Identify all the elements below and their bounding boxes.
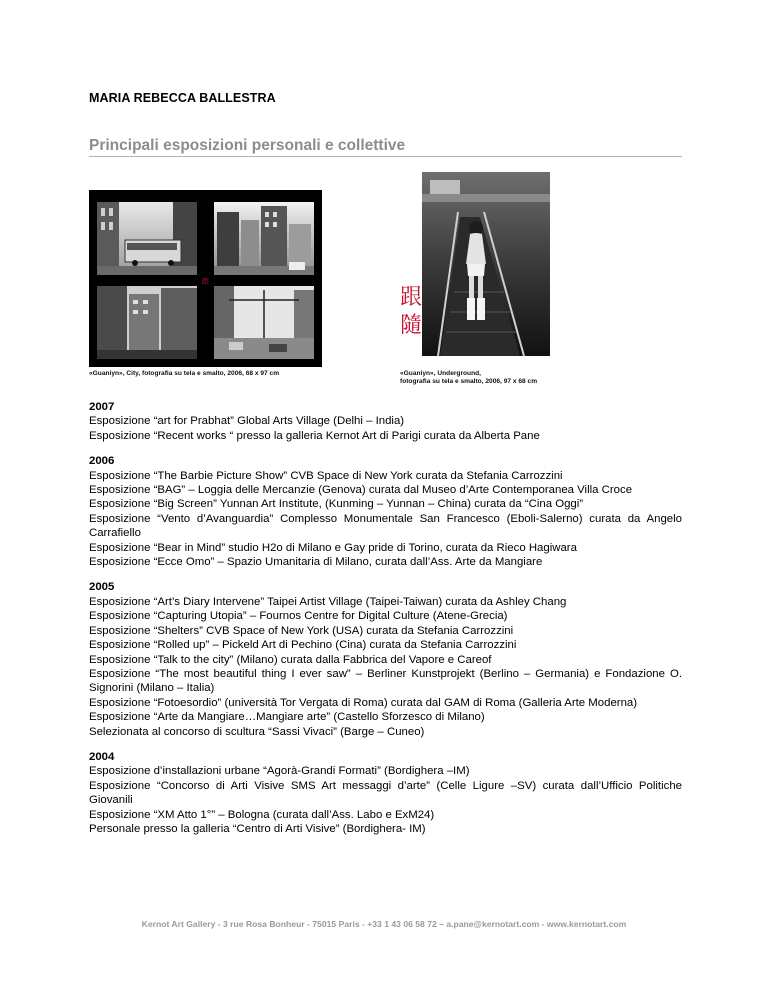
city-photo-bus [97,202,197,275]
exhibition-entry: Personale presso la galleria “Centro di Arti Visive” (Bordighera- IM) [89,822,426,835]
exhibition-entry: Esposizione “The Barbie Picture Show” CVB Space di New York curata da Stefania Carrozzini [89,469,563,482]
year-block-2005 [89,580,682,738]
year-heading: 2005 [89,581,115,594]
exhibition-entry: Esposizione “Ecce Omo” – Spazio Umanitaria di Milano, curata dall’Ass. Arte da Mangiare [89,556,543,569]
svg-text:跟: 跟 [400,285,423,310]
year-heading: 2007 [89,401,115,413]
exhibition-entry: Esposizione d’installazioni urbane “Agorà-Grandi Formati” (Bordighera –IM) [89,765,470,778]
red-calligraphy-mark [400,285,422,338]
exhibition-entry: Esposizione “Rolled up” – Pickeld Art di Pechino (Cina) curata da Stefania Carrozzini [89,639,517,652]
city-photo-buildings [214,202,314,275]
svg-text:隨: 隨 [400,313,423,338]
exhibition-entry: Esposizione “Bear in Mind” studio H2o di Milano e Gay pride di Torino, curata da Rieco Hagiwara [89,541,577,554]
exhibition-entry: Esposizione “Art’s Diary Intervene” Taipei Artist Village (Taipei-Taiwan) curata da Ashley Chang [89,595,567,608]
exhibition-entry: Esposizione “Recent works “ presso la galleria Kernot Art di Parigi curata da Alberta Pane [89,429,540,442]
section-title: Principali esposizioni personali e collettive [89,137,406,154]
exhibition-entry: Esposizione “Fotoesordio” (università Tor Vergata di Roma) curata dal GAM di Roma (Galleria Arte Moderna) [89,696,638,709]
artwork-underground-caption [400,370,537,386]
exhibition-entry: Esposizione “Vento d’Avanguardia” Complesso Monumentale San Francesco (Eboli-Salerno) curata da Angelo Carrafiello [89,512,682,540]
exhibition-entry: Esposizione “Talk to the city” (Milano) curata dalla Fabbrica del Vapore e Careof [89,653,492,666]
exhibition-entry: Esposizione “XM Atto 1°” – Bologna (curata dall’Ass. Labo e ExM24) [89,808,435,821]
red-seal-mark [199,276,212,286]
exhibition-entry: Esposizione “art for Prabhat” Global Arts Village (Delhi – India) [89,415,405,428]
exhibition-entry: Esposizione “Shelters” CVB Space of New York (USA) curata da Stefania Carrozzini [89,624,514,637]
exhibition-entry: Selezionata al concorso di scultura “Sassi Vivaci” (Barge – Cuneo) [89,725,425,738]
exhibition-entry: Esposizione “Concorso di Arti Visive SMS Art messaggi d’arte” (Celle Ligure –SV) curata dall’Ufficio Politiche Giovanili [89,779,682,807]
year-block-2006 [89,454,682,569]
footer-contact: Kernot Art Gallery - 3 rue Rosa Bonheur - 75015 Paris - +33 1 43 06 58 72 – a.pane@kernotart.com - www.kernotart.com [141,919,627,929]
exhibition-entry: Esposizione “Arte da Mangiare…Mangiare arte” (Castello Sforzesco di Milano) [89,711,485,724]
caption-line-2: fotografia su tela e smalto, 2006, 97 x 68 cm [400,378,538,385]
artwork-city-image [89,190,322,367]
year-block-2007 [89,400,682,443]
artist-name: MARIA REBECCA BALLESTRA [89,91,276,105]
caption-line-1: «Guaniyn», Underground, [400,370,481,377]
year-heading: 2004 [89,750,115,763]
exhibition-entry: Esposizione “BAG” – Loggia delle Mercanzie (Genova) curata dal Museo d’Arte Contemporanea Villa Croce [89,484,633,497]
title-divider [89,156,682,157]
city-photo-intersection [214,286,314,359]
exhibition-entry: Esposizione “The most beautiful thing I ever saw” – Berliner Kunstprojekt (Berlino – Germania) e Fondazione O. Signorini (Milano – Italia) [89,667,682,695]
artwork-underground-image [400,172,550,367]
year-heading: 2006 [89,455,115,468]
exhibition-entry: Esposizione “Big Screen” Yunnan Art Institute, (Kunming – Yunnan – China) curata da “Cina Oggi” [89,498,584,511]
artwork-city-caption: «Guaniyn», City, fotografia su tela e smalto, 2006, 68 x 97 cm [89,370,280,377]
svg-text:跟: 跟 [202,277,209,286]
exhibitions-list [89,400,682,847]
exhibition-entry: Esposizione “Capturing Utopia” – Fournos Centre for Digital Culture (Atene-Grecia) [89,610,508,623]
city-photo-towers [97,286,197,359]
year-block-2004 [89,750,682,836]
